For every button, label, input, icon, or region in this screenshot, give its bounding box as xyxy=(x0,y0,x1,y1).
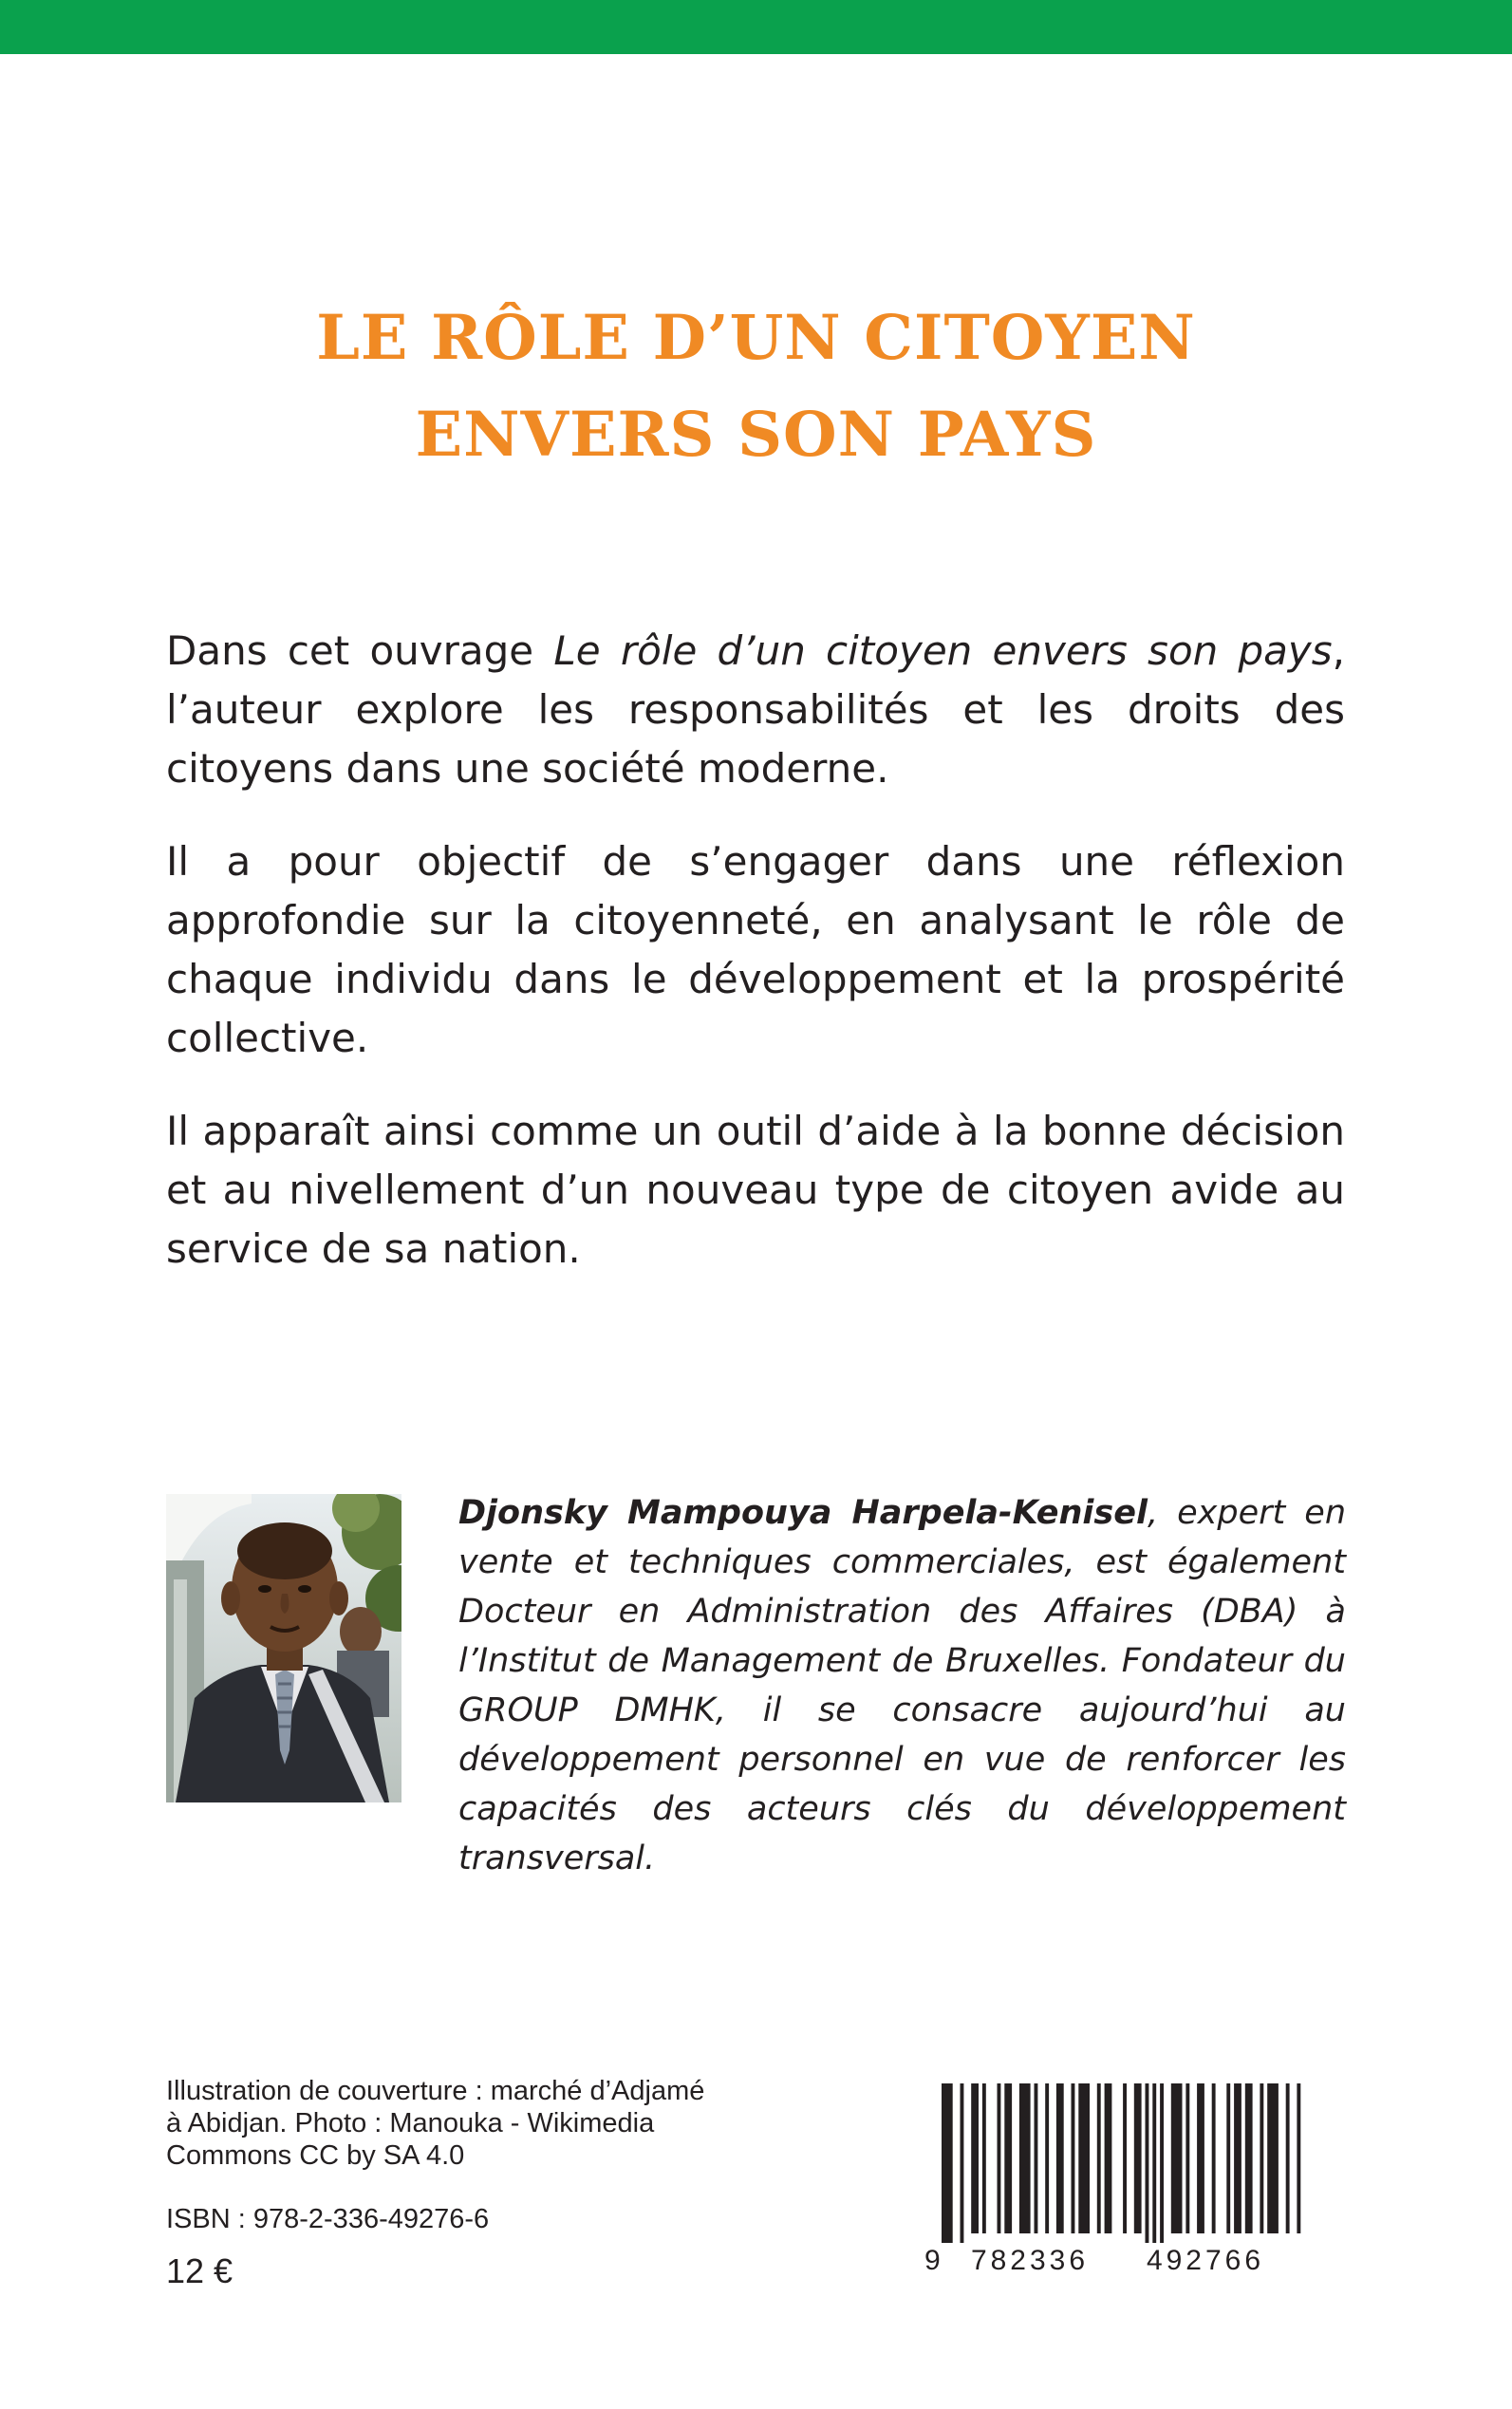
top-color-band xyxy=(0,0,1512,54)
author-portrait-illustration xyxy=(166,1494,401,1802)
credit-line-2: à Abidjan. Photo : Manouka - Wikimedia xyxy=(166,2108,655,2138)
barcode-bar xyxy=(1226,2083,1230,2233)
barcode-left-digits: 782336 xyxy=(970,2245,1090,2273)
barcode-bar xyxy=(1297,2083,1300,2233)
barcode-bar xyxy=(1171,2083,1183,2233)
barcode-bar xyxy=(998,2083,1001,2233)
barcode-bar xyxy=(1267,2083,1279,2233)
author-biography xyxy=(458,1488,1346,1883)
barcode-lead-digit: 9 xyxy=(924,2245,941,2273)
barcode-bar xyxy=(1123,2083,1127,2233)
barcode-bar xyxy=(1212,2083,1216,2233)
blurb-p1-start: Dans cet ouvrage xyxy=(166,627,554,674)
isbn-number: ISBN : 978-2-336-49276-6 xyxy=(166,2204,490,2234)
blurb-paragraph-1 xyxy=(166,622,1345,798)
barcode-bar xyxy=(1004,2083,1012,2233)
credit-line-1: Illustration de couverture : marché d’Adjamé xyxy=(166,2076,705,2106)
blurb-p1-book-title: Le rôle d’un citoyen envers son pays xyxy=(553,627,1333,674)
book-title xyxy=(0,289,1512,483)
title-line-1: LE RÔLE D’UN CITOYEN xyxy=(316,302,1196,374)
barcode-bar xyxy=(1146,2083,1149,2243)
barcode-bar xyxy=(1260,2083,1263,2233)
barcode-bar xyxy=(942,2083,953,2243)
barcode-bar xyxy=(1035,2083,1038,2233)
barcode-bar xyxy=(1197,2083,1204,2233)
barcode-bar xyxy=(1056,2083,1064,2233)
barcode-bar xyxy=(1286,2083,1290,2233)
blurb-paragraph-2: Il a pour objectif de s’engager dans une réflexion approfondie sur la citoyenneté, en analysant le rôle de chaque individu dans le développement et la prospérité collective. xyxy=(166,838,1345,1061)
barcode-bar xyxy=(982,2083,986,2233)
barcode-bar xyxy=(971,2083,979,2233)
barcode-bar xyxy=(1105,2083,1112,2233)
author-bio-text: , expert en vente et techniques commerciales, est également Docteur en Administration des Affaires (DBA) à l’Institut de Management de Bruxelles. Fondateur du GROUP DMHK, il se consacre aujourd’hui au développement personnel en vue de renforcer les capacités des acteurs clés du développement transversal. xyxy=(458,1494,1346,1877)
barcode-bar xyxy=(1152,2083,1156,2243)
cover-credit xyxy=(166,2075,774,2172)
barcode-bar xyxy=(1234,2083,1241,2233)
author-photo xyxy=(166,1494,401,1802)
credit-line-3: Commons CC by SA 4.0 xyxy=(166,2140,465,2171)
barcode-bar xyxy=(1160,2083,1164,2243)
author-name: Djonsky Mampouya Harpela-Kenisel xyxy=(458,1494,1148,1532)
barcode-bars xyxy=(942,2083,1300,2243)
barcode-bar xyxy=(1072,2083,1075,2233)
blurb-p1-end: , l’auteur explore les responsabilités et les droits des citoyens dans une société moderne. xyxy=(166,627,1345,792)
barcode-right-digits: 492766 xyxy=(1146,2245,1265,2273)
blurb-paragraph-3: Il apparaît ainsi comme un outil d’aide à la bonne décision et au nivellement d’un nouveau type de citoyen avide au service de sa nation. xyxy=(166,1108,1345,1272)
barcode xyxy=(921,2083,1310,2273)
back-cover-blurb xyxy=(166,622,1345,1313)
barcode-bar xyxy=(961,2083,964,2243)
title-line-2: ENVERS SON PAYS xyxy=(415,399,1097,471)
barcode-bar xyxy=(1134,2083,1142,2233)
barcode-bar xyxy=(1019,2083,1031,2233)
barcode-bar xyxy=(1097,2083,1101,2233)
barcode-bar xyxy=(1245,2083,1253,2233)
barcode-bar xyxy=(1185,2083,1189,2233)
barcode-bar xyxy=(1078,2083,1090,2233)
price: 12 € xyxy=(166,2251,233,2290)
barcode-bar xyxy=(1045,2083,1049,2233)
